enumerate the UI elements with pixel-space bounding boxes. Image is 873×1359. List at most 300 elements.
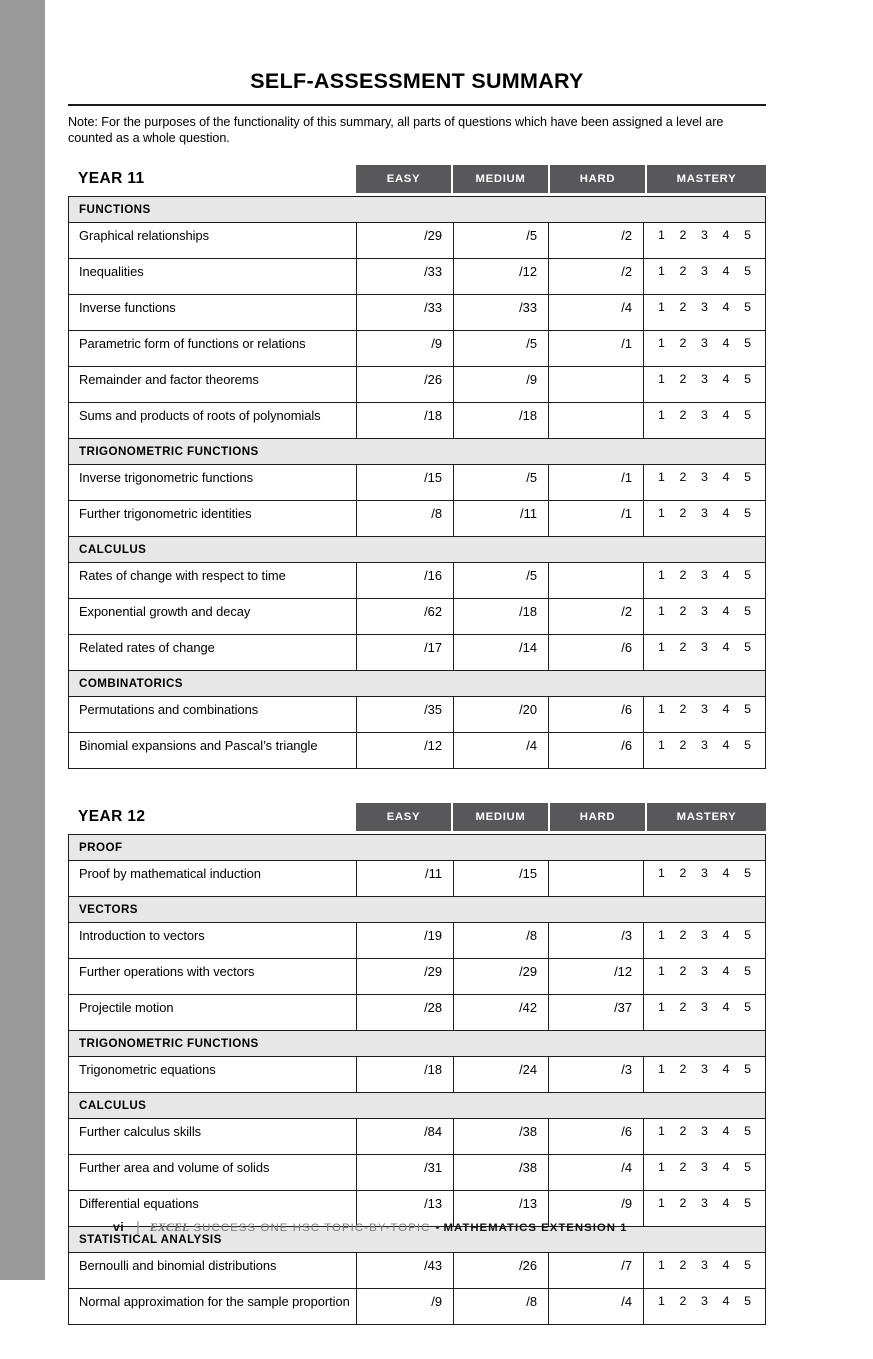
mastery-level-2[interactable]: 2 xyxy=(679,639,687,654)
mastery-level-5[interactable]: 5 xyxy=(744,927,751,942)
year-block xyxy=(68,803,766,1325)
score-cell-hard[interactable] xyxy=(549,562,644,598)
year-table-header xyxy=(68,803,766,831)
table-row xyxy=(69,696,766,732)
topic-name-cell: Exponential growth and decay xyxy=(69,598,357,634)
score-cell-hard[interactable]: /2 xyxy=(549,258,644,294)
mastery-level-1[interactable]: 1 xyxy=(658,299,665,314)
score-cell-easy[interactable]: /9 xyxy=(357,1288,454,1324)
mastery-level-4[interactable]: 4 xyxy=(722,639,730,654)
score-cell-medium[interactable]: /8 xyxy=(454,922,549,958)
mastery-level-2[interactable]: 2 xyxy=(679,737,687,752)
mastery-cell xyxy=(644,1118,766,1154)
score-cell-hard[interactable] xyxy=(549,402,644,438)
mastery-level-4[interactable]: 4 xyxy=(722,407,730,422)
score-cell-hard[interactable]: /12 xyxy=(549,958,644,994)
score-cell-hard[interactable]: /3 xyxy=(549,922,644,958)
topic-name-cell: Further operations with vectors xyxy=(69,958,357,994)
footer-page-number: vi xyxy=(113,1220,125,1234)
mastery-level-3[interactable]: 3 xyxy=(701,603,708,618)
section-header-row xyxy=(69,438,766,464)
mastery-cell xyxy=(644,402,766,438)
year-label: YEAR 11 xyxy=(78,169,145,187)
score-cell-easy[interactable]: /18 xyxy=(357,402,454,438)
mastery-level-3[interactable]: 3 xyxy=(701,263,708,278)
score-cell-hard[interactable]: /6 xyxy=(549,696,644,732)
mastery-level-1[interactable]: 1 xyxy=(658,567,665,582)
mastery-level-4[interactable]: 4 xyxy=(722,505,730,520)
topic-name-cell: Proof by mathematical induction xyxy=(69,860,357,896)
mastery-level-1[interactable]: 1 xyxy=(658,737,665,752)
mastery-level-2[interactable]: 2 xyxy=(679,603,687,618)
mastery-level-4[interactable]: 4 xyxy=(722,335,730,350)
score-cell-hard[interactable]: /6 xyxy=(549,1118,644,1154)
mastery-level-2[interactable]: 2 xyxy=(679,335,687,350)
table-row xyxy=(69,258,766,294)
topic-name-cell: Parametric form of functions or relations xyxy=(69,330,357,366)
mastery-level-1[interactable]: 1 xyxy=(658,505,665,520)
page-gutter-bar xyxy=(0,0,45,1280)
table-row xyxy=(69,1118,766,1154)
score-cell-hard[interactable]: /3 xyxy=(549,1056,644,1092)
self-assessment-table xyxy=(68,196,766,769)
score-cell-easy[interactable]: /15 xyxy=(357,464,454,500)
score-cell-hard[interactable]: /4 xyxy=(549,1154,644,1190)
mastery-level-5[interactable]: 5 xyxy=(744,567,751,582)
mastery-level-4[interactable]: 4 xyxy=(722,865,730,880)
mastery-level-4[interactable]: 4 xyxy=(722,603,730,618)
mastery-scale xyxy=(658,408,751,423)
mastery-scale xyxy=(658,866,751,881)
mastery-cell xyxy=(644,732,766,768)
mastery-level-3[interactable]: 3 xyxy=(701,999,708,1014)
mastery-level-5[interactable]: 5 xyxy=(744,1061,751,1076)
section-header-row xyxy=(69,196,766,222)
mastery-scale xyxy=(658,506,751,521)
mastery-level-1[interactable]: 1 xyxy=(658,1195,665,1210)
page-title: SELF-ASSESSMENT SUMMARY xyxy=(250,69,584,93)
score-cell-medium[interactable]: /38 xyxy=(454,1154,549,1190)
score-cell-medium[interactable]: /24 xyxy=(454,1056,549,1092)
page-sheet xyxy=(45,0,873,1309)
score-cell-easy[interactable]: /62 xyxy=(357,598,454,634)
table-row xyxy=(69,1056,766,1092)
score-cell-easy[interactable]: /18 xyxy=(357,1056,454,1092)
table-row xyxy=(69,598,766,634)
score-cell-medium[interactable]: /14 xyxy=(454,634,549,670)
score-cell-medium[interactable]: /9 xyxy=(454,366,549,402)
mastery-level-3[interactable]: 3 xyxy=(701,469,708,484)
column-header-mastery: MASTERY xyxy=(647,803,766,831)
score-cell-medium[interactable]: /26 xyxy=(454,1252,549,1288)
mastery-level-1[interactable]: 1 xyxy=(658,335,665,350)
column-header-easy: EASY xyxy=(356,803,451,831)
mastery-level-5[interactable]: 5 xyxy=(744,335,751,350)
mastery-level-4[interactable]: 4 xyxy=(722,963,730,978)
mastery-cell xyxy=(644,696,766,732)
score-cell-medium[interactable]: /42 xyxy=(454,994,549,1030)
mastery-cell xyxy=(644,222,766,258)
table-row xyxy=(69,294,766,330)
mastery-level-1[interactable]: 1 xyxy=(658,371,665,386)
mastery-level-4[interactable]: 4 xyxy=(722,469,730,484)
score-cell-hard[interactable] xyxy=(549,366,644,402)
mastery-level-1[interactable]: 1 xyxy=(658,701,665,716)
mastery-level-1[interactable]: 1 xyxy=(658,1293,665,1308)
score-cell-medium[interactable]: /15 xyxy=(454,860,549,896)
score-cell-hard[interactable]: /6 xyxy=(549,634,644,670)
mastery-level-5[interactable]: 5 xyxy=(744,865,751,880)
mastery-level-1[interactable]: 1 xyxy=(658,263,665,278)
mastery-level-2[interactable]: 2 xyxy=(679,1257,687,1272)
section-header-label: STATISTICAL ANALYSIS xyxy=(69,1226,766,1252)
mastery-level-3[interactable]: 3 xyxy=(701,1061,708,1076)
topic-name-cell: Projectile motion xyxy=(69,994,357,1030)
topic-name-cell: Further trigonometric identities xyxy=(69,500,357,536)
title-rule xyxy=(68,104,766,106)
mastery-level-3[interactable]: 3 xyxy=(701,227,708,242)
section-header-label: TRIGONOMETRIC FUNCTIONS xyxy=(69,1030,766,1056)
mastery-scale xyxy=(658,640,751,655)
mastery-scale xyxy=(658,300,751,315)
table-row xyxy=(69,732,766,768)
mastery-level-3[interactable]: 3 xyxy=(701,567,708,582)
mastery-scale xyxy=(658,964,751,979)
year-tables-container xyxy=(68,165,766,1325)
score-cell-medium[interactable]: /29 xyxy=(454,958,549,994)
topic-name-cell: Introduction to vectors xyxy=(69,922,357,958)
mastery-level-3[interactable]: 3 xyxy=(701,335,708,350)
mastery-scale xyxy=(658,1258,751,1273)
section-header-label: FUNCTIONS xyxy=(69,196,766,222)
mastery-level-2[interactable]: 2 xyxy=(679,263,687,278)
mastery-level-2[interactable]: 2 xyxy=(679,505,687,520)
mastery-cell xyxy=(644,1252,766,1288)
mastery-level-5[interactable]: 5 xyxy=(744,263,751,278)
mastery-level-2[interactable]: 2 xyxy=(679,227,687,242)
mastery-level-4[interactable]: 4 xyxy=(722,1061,730,1076)
table-row xyxy=(69,366,766,402)
mastery-level-5[interactable]: 5 xyxy=(744,999,751,1014)
mastery-level-4[interactable]: 4 xyxy=(722,1159,730,1174)
mastery-level-4[interactable]: 4 xyxy=(722,737,730,752)
score-cell-easy[interactable]: /43 xyxy=(357,1252,454,1288)
score-cell-easy[interactable]: /26 xyxy=(357,366,454,402)
mastery-scale xyxy=(658,1124,751,1139)
score-cell-easy[interactable]: /13 xyxy=(357,1190,454,1226)
mastery-level-4[interactable]: 4 xyxy=(722,299,730,314)
mastery-level-1[interactable]: 1 xyxy=(658,469,665,484)
mastery-level-1[interactable]: 1 xyxy=(658,963,665,978)
mastery-level-5[interactable]: 5 xyxy=(744,639,751,654)
mastery-scale xyxy=(658,336,751,351)
score-cell-easy[interactable]: /29 xyxy=(357,958,454,994)
mastery-scale xyxy=(658,928,751,943)
topic-name-cell: Inverse functions xyxy=(69,294,357,330)
mastery-level-2[interactable]: 2 xyxy=(679,407,687,422)
score-cell-hard[interactable]: /4 xyxy=(549,1288,644,1324)
mastery-level-5[interactable]: 5 xyxy=(744,1159,751,1174)
section-header-label: VECTORS xyxy=(69,896,766,922)
mastery-level-1[interactable]: 1 xyxy=(658,227,665,242)
topic-name-cell: Related rates of change xyxy=(69,634,357,670)
mastery-level-2[interactable]: 2 xyxy=(679,567,687,582)
mastery-level-3[interactable]: 3 xyxy=(701,1195,708,1210)
mastery-level-1[interactable]: 1 xyxy=(658,1159,665,1174)
mastery-level-2[interactable]: 2 xyxy=(679,865,687,880)
mastery-level-3[interactable]: 3 xyxy=(701,1293,708,1308)
mastery-cell xyxy=(644,994,766,1030)
footer-bullet-separator: • xyxy=(435,1222,440,1234)
mastery-scale xyxy=(658,702,751,717)
score-cell-medium[interactable]: /13 xyxy=(454,1190,549,1226)
mastery-cell xyxy=(644,500,766,536)
section-header-row xyxy=(69,896,766,922)
score-cell-easy[interactable]: /8 xyxy=(357,500,454,536)
mastery-level-2[interactable]: 2 xyxy=(679,299,687,314)
score-cell-medium[interactable]: /18 xyxy=(454,402,549,438)
mastery-level-2[interactable]: 2 xyxy=(679,1293,687,1308)
self-assessment-table xyxy=(68,834,766,1325)
section-header-row xyxy=(69,536,766,562)
topic-name-cell: Bernoulli and binomial distributions xyxy=(69,1252,357,1288)
table-row xyxy=(69,464,766,500)
mastery-scale xyxy=(658,372,751,387)
mastery-level-1[interactable]: 1 xyxy=(658,927,665,942)
score-cell-hard[interactable]: /9 xyxy=(549,1190,644,1226)
mastery-level-3[interactable]: 3 xyxy=(701,963,708,978)
score-cell-medium[interactable]: /5 xyxy=(454,222,549,258)
score-cell-hard[interactable]: /2 xyxy=(549,598,644,634)
score-cell-easy[interactable]: /31 xyxy=(357,1154,454,1190)
score-cell-medium[interactable]: /5 xyxy=(454,330,549,366)
mastery-level-2[interactable]: 2 xyxy=(679,701,687,716)
topic-name-cell: Graphical relationships xyxy=(69,222,357,258)
mastery-level-4[interactable]: 4 xyxy=(722,567,730,582)
table-row xyxy=(69,994,766,1030)
mastery-cell xyxy=(644,1190,766,1226)
mastery-level-4[interactable]: 4 xyxy=(722,1123,730,1138)
mastery-level-2[interactable]: 2 xyxy=(679,469,687,484)
mastery-level-5[interactable]: 5 xyxy=(744,1293,751,1308)
mastery-level-3[interactable]: 3 xyxy=(701,639,708,654)
mastery-level-3[interactable]: 3 xyxy=(701,407,708,422)
mastery-cell xyxy=(644,330,766,366)
topic-name-cell: Permutations and combinations xyxy=(69,696,357,732)
score-cell-easy[interactable]: /35 xyxy=(357,696,454,732)
mastery-level-2[interactable]: 2 xyxy=(679,1195,687,1210)
score-cell-easy[interactable]: /84 xyxy=(357,1118,454,1154)
footer-divider: | xyxy=(136,1218,140,1234)
column-header-easy: EASY xyxy=(356,165,451,193)
score-cell-medium[interactable]: /11 xyxy=(454,500,549,536)
mastery-level-5[interactable]: 5 xyxy=(744,737,751,752)
mastery-scale xyxy=(658,1062,751,1077)
mastery-level-1[interactable]: 1 xyxy=(658,1123,665,1138)
mastery-level-4[interactable]: 4 xyxy=(722,263,730,278)
mastery-level-1[interactable]: 1 xyxy=(658,639,665,654)
column-header-mastery: MASTERY xyxy=(647,165,766,193)
column-header-hard: HARD xyxy=(550,803,645,831)
mastery-level-3[interactable]: 3 xyxy=(701,1159,708,1174)
mastery-cell xyxy=(644,958,766,994)
score-cell-hard[interactable]: /7 xyxy=(549,1252,644,1288)
mastery-level-3[interactable]: 3 xyxy=(701,737,708,752)
mastery-level-2[interactable]: 2 xyxy=(679,999,687,1014)
score-cell-hard[interactable]: /6 xyxy=(549,732,644,768)
column-header-group xyxy=(356,165,766,193)
table-row xyxy=(69,330,766,366)
mastery-level-5[interactable]: 5 xyxy=(744,1257,751,1272)
mastery-level-5[interactable]: 5 xyxy=(744,407,751,422)
score-cell-medium[interactable]: /5 xyxy=(454,464,549,500)
score-cell-medium[interactable]: /38 xyxy=(454,1118,549,1154)
mastery-level-4[interactable]: 4 xyxy=(722,1195,730,1210)
mastery-level-5[interactable]: 5 xyxy=(744,505,751,520)
score-cell-easy[interactable]: /9 xyxy=(357,330,454,366)
mastery-cell xyxy=(644,634,766,670)
mastery-level-3[interactable]: 3 xyxy=(701,505,708,520)
section-header-row xyxy=(69,670,766,696)
topic-name-cell: Remainder and factor theorems xyxy=(69,366,357,402)
score-cell-medium[interactable]: /20 xyxy=(454,696,549,732)
score-cell-hard[interactable]: /1 xyxy=(549,500,644,536)
score-cell-medium[interactable]: /33 xyxy=(454,294,549,330)
mastery-level-2[interactable]: 2 xyxy=(679,927,687,942)
table-row xyxy=(69,562,766,598)
table-row xyxy=(69,958,766,994)
score-cell-easy[interactable]: /16 xyxy=(357,562,454,598)
mastery-level-1[interactable]: 1 xyxy=(658,603,665,618)
topic-name-cell: Differential equations xyxy=(69,1190,357,1226)
footer-subject: MATHEMATICS EXTENSION 1 xyxy=(443,1222,628,1234)
mastery-cell xyxy=(644,562,766,598)
mastery-level-5[interactable]: 5 xyxy=(744,1195,751,1210)
score-cell-hard[interactable]: /4 xyxy=(549,294,644,330)
section-header-label: CALCULUS xyxy=(69,1092,766,1118)
mastery-level-1[interactable]: 1 xyxy=(658,407,665,422)
mastery-scale xyxy=(658,470,751,485)
score-cell-easy[interactable]: /11 xyxy=(357,860,454,896)
score-cell-medium[interactable]: /8 xyxy=(454,1288,549,1324)
mastery-level-1[interactable]: 1 xyxy=(658,865,665,880)
mastery-level-5[interactable]: 5 xyxy=(744,227,751,242)
mastery-cell xyxy=(644,1288,766,1324)
year-table-header xyxy=(68,165,766,193)
score-cell-easy[interactable]: /28 xyxy=(357,994,454,1030)
score-cell-hard[interactable]: /1 xyxy=(549,464,644,500)
column-header-medium: MEDIUM xyxy=(453,165,548,193)
table-row xyxy=(69,500,766,536)
mastery-cell xyxy=(644,464,766,500)
mastery-level-5[interactable]: 5 xyxy=(744,371,751,386)
score-cell-easy[interactable]: /33 xyxy=(357,258,454,294)
mastery-level-3[interactable]: 3 xyxy=(701,701,708,716)
score-cell-medium[interactable]: /18 xyxy=(454,598,549,634)
table-row xyxy=(69,402,766,438)
mastery-cell xyxy=(644,366,766,402)
mastery-scale xyxy=(658,1160,751,1175)
mastery-level-4[interactable]: 4 xyxy=(722,927,730,942)
topic-name-cell: Rates of change with respect to time xyxy=(69,562,357,598)
column-header-hard: HARD xyxy=(550,165,645,193)
mastery-level-1[interactable]: 1 xyxy=(658,999,665,1014)
section-header-row xyxy=(69,1030,766,1056)
mastery-cell xyxy=(644,860,766,896)
mastery-level-3[interactable]: 3 xyxy=(701,1257,708,1272)
mastery-level-4[interactable]: 4 xyxy=(722,999,730,1014)
table-row xyxy=(69,922,766,958)
topic-name-cell: Sums and products of roots of polynomials xyxy=(69,402,357,438)
mastery-scale xyxy=(658,1196,751,1211)
mastery-level-2[interactable]: 2 xyxy=(679,963,687,978)
mastery-level-4[interactable]: 4 xyxy=(722,1293,730,1308)
table-row xyxy=(69,1154,766,1190)
mastery-scale xyxy=(658,1000,751,1015)
mastery-level-3[interactable]: 3 xyxy=(701,865,708,880)
mastery-scale xyxy=(658,228,751,243)
mastery-level-1[interactable]: 1 xyxy=(658,1257,665,1272)
score-cell-easy[interactable]: /12 xyxy=(357,732,454,768)
section-header-label: PROOF xyxy=(69,834,766,860)
score-cell-easy[interactable]: /19 xyxy=(357,922,454,958)
mastery-cell xyxy=(644,294,766,330)
mastery-level-2[interactable]: 2 xyxy=(679,1061,687,1076)
section-header-label: COMBINATORICS xyxy=(69,670,766,696)
section-header-label: TRIGONOMETRIC FUNCTIONS xyxy=(69,438,766,464)
mastery-scale xyxy=(658,1294,751,1309)
score-cell-easy[interactable]: /29 xyxy=(357,222,454,258)
score-cell-medium[interactable]: /5 xyxy=(454,562,549,598)
score-cell-medium[interactable]: /12 xyxy=(454,258,549,294)
page-footer xyxy=(113,1218,627,1235)
mastery-level-3[interactable]: 3 xyxy=(701,927,708,942)
mastery-level-4[interactable]: 4 xyxy=(722,371,730,386)
mastery-level-4[interactable]: 4 xyxy=(722,227,730,242)
year-label: YEAR 12 xyxy=(78,807,146,825)
mastery-level-2[interactable]: 2 xyxy=(679,371,687,386)
mastery-level-5[interactable]: 5 xyxy=(744,299,751,314)
score-cell-hard[interactable]: /37 xyxy=(549,994,644,1030)
page-content xyxy=(68,70,766,1359)
mastery-level-3[interactable]: 3 xyxy=(701,299,708,314)
score-cell-easy[interactable]: /17 xyxy=(357,634,454,670)
topic-name-cell: Further area and volume of solids xyxy=(69,1154,357,1190)
mastery-level-4[interactable]: 4 xyxy=(722,1257,730,1272)
score-cell-easy[interactable]: /33 xyxy=(357,294,454,330)
mastery-level-5[interactable]: 5 xyxy=(744,701,751,716)
mastery-level-2[interactable]: 2 xyxy=(679,1123,687,1138)
mastery-scale xyxy=(658,264,751,279)
score-cell-hard[interactable] xyxy=(549,860,644,896)
mastery-level-3[interactable]: 3 xyxy=(701,1123,708,1138)
mastery-level-5[interactable]: 5 xyxy=(744,1123,751,1138)
score-cell-medium[interactable]: /4 xyxy=(454,732,549,768)
mastery-level-5[interactable]: 5 xyxy=(744,603,751,618)
mastery-level-4[interactable]: 4 xyxy=(722,701,730,716)
mastery-level-3[interactable]: 3 xyxy=(701,371,708,386)
mastery-level-5[interactable]: 5 xyxy=(744,963,751,978)
table-row xyxy=(69,634,766,670)
topic-name-cell: Binomial expansions and Pascal’s triangle xyxy=(69,732,357,768)
score-cell-hard[interactable]: /1 xyxy=(549,330,644,366)
footer-series: SUCCESS ONE HSC TOPIC-BY-TOPIC xyxy=(193,1222,431,1234)
score-cell-hard[interactable]: /2 xyxy=(549,222,644,258)
mastery-level-5[interactable]: 5 xyxy=(744,469,751,484)
mastery-level-2[interactable]: 2 xyxy=(679,1159,687,1174)
mastery-level-1[interactable]: 1 xyxy=(658,1061,665,1076)
mastery-cell xyxy=(644,1056,766,1092)
